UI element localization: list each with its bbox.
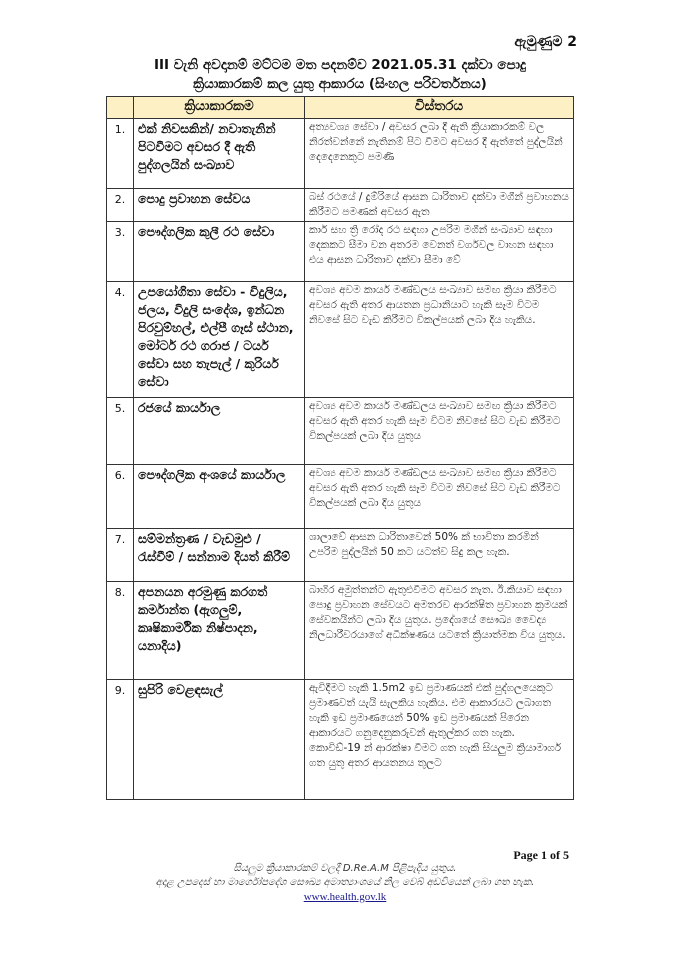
table-row [107,680,574,800]
footer [80,862,610,905]
table-row [107,222,574,282]
table-row [107,189,574,222]
row-detail: අවශ්‍ය අවම කාර්ය මණ්ඩලය සංඛ්‍යාව සමඟ ක්‍රියා කිරීමට අවසර ඇති අතර හැකි සෑම විටම නිවසේ සිට වැඩ කිරීමට විකල්පයක් ලබා දිය යුතුය [305,465,574,529]
row-detail: ඇවිදීමට හැකි 1.5m2 ඉඩ ප්‍රමාණයක් එක් පුද්ගලයෙකුට ප්‍රමාණවත් යැයි සැලකිය හැකිය. එම ආකාරයට ලබාගත හැකි ඉඩ ප්‍රමාණයෙන් 50% ඉඩ ප්‍රමාණයක් පිරෙන ආකාරයට ගනුදෙනුකරුවන් ඇතුල්කර ගත හැක. කොවිඩ්-19 න් ආරක්ෂා වීමට ගත හැකි සියලුම ක්‍රියාමාර්ග ගත යුතු අතර ආයතනය තුලට [305,680,574,800]
footer-line-2: අදාළ උපදෙස් හා මාර්ගෝපදේශ සෞඛ්‍ය අමාත්‍යාංශයේ නිල වෙබ් අඩවියෙන් ලබා ගත හැක. [155,877,535,888]
title-line-1: III වැනි අවදානම් මට්ටම මත පදනම්ව 2021.05.31 දක්වා පොදු [153,57,527,73]
column-header-activity: ක්‍රියාකාරකම [134,97,305,119]
row-number: 1. [107,119,134,189]
website-link[interactable]: www.health.gov.lk [303,891,387,903]
row-number: 7. [107,529,134,582]
title-line-2: ක්‍රියාකාරකම් කල යුතු ආකාරය (සිංහල පරිවර්තනය) [193,76,487,92]
row-activity: එක් නිවසකින්/ නවාතැනින් පිටවීමට අවසර දී ඇති පුද්ගලයින් සංඛ්‍යාව [134,119,305,189]
row-activity: පොදු ප්‍රවාහන සේවය [134,189,305,222]
footer-line-1: සියලුම ක්‍රියාකාරකම් වලදී D.Re.A.M පිළිපැදිය යුතුය. [233,863,457,874]
row-detail: අත්‍යවශ්‍ය සේවා / අවසර ලබා දී ඇති ක්‍රියාකාරකම් වල නිරත්වන්නේ නැතිනම් පිට වීමට අවසර දී ඇත්තේ පුද්ලයින් දෙදෙනෙකුට පමණි [305,119,574,189]
page-number: Page 1 of 5 [513,848,569,862]
row-number: 4. [107,282,134,398]
page-title [100,56,580,94]
row-number: 5. [107,398,134,465]
table-row [107,582,574,680]
activities-table [106,96,574,800]
row-number: 6. [107,465,134,529]
table-row [107,529,574,582]
row-detail: කාර් සහ ත්‍රි රෝද රථ සඳහා උපරිම මගීන් සංඛ්‍යාව සඳහා දෙකකට සීමා වන අතරම වෙනත් වර්ගවල වාහන සඳහා එය ආසන ධාරිතාව දක්වා සීමා වේ [305,222,574,282]
table-row [107,398,574,465]
table-row [107,465,574,529]
row-number: 8. [107,582,134,680]
row-activity: අපනයන අරමුණු කරගත් කර්මාන්ත (ඇගලුම්, කෘෂිකාර්මික නිෂ්පාදන, යනාදිය) [134,582,305,680]
row-activity: උපයෝගිතා සේවා - විදුලිය, ජලය, විදුලි සංදේශ, ඉන්ධන පිරවුම්හල්, එල්පී ගෑස් ස්ථාන, මෝටර් රථ ගරාජ / ටයර් සේවා සහ තැපැල් / කුරියර් සේවා [134,282,305,398]
row-detail: බස් රථයේ / දුම්රියේ ආසන ධාරිතාව දක්වා මගීන් ප්‍රවාහනය කිරීමට පමණක් අවසර ඇත [305,189,574,222]
row-activity: පෞද්ගලික කුලී රථ සේවා [134,222,305,282]
table-header-row [107,97,574,119]
row-activity: සම්මන්ත්‍රණ / වැඩමුළු / රැස්වීම් / සන්නාම දියත් කිරීම් [134,529,305,582]
row-number: 2. [107,189,134,222]
row-activity: රජයේ කාර්යාල [134,398,305,465]
row-detail: බාහිර අමුත්තන්ට ඇතුළුවීමට අවසර නැත. ඊ.කියාව සඳහා පොදු ප්‍රවාහන සේවයට අමතරව ආරක්ෂිත ප්‍රවාහන ක්‍රමයක් සේවකයින්ට ලබා දිය යුතුය. ප්‍රදේශයේ සෞඛ්‍ය වෛද්‍ය නිලධාරීවරයාගේ අධීක්ෂණය යටතේ ක්‍රියාත්මක විය යුතුය. [305,582,574,680]
row-detail: ශාලාවේ ආසන ධාරිතාවෙන් 50% ක් භාවිතා කරමින් උපරිම පුද්ලයින් 50 කට යටත්ව සිදු කල හැක. [305,529,574,582]
row-detail: අවශ්‍ය අවම කාර්ය මණ්ඩලය සංඛ්‍යාව සමඟ ක්‍රියා කිරීමට අවසර ඇති අතර ආයතන ප්‍රධානියාට හැකි සෑම විටම නිවසේ සිට වැඩ කිරීමට විකල්පයක් ලබා දිය හැකිය. [305,282,574,398]
table-row [107,282,574,398]
row-detail: අවශ්‍ය අවම කාර්ය මණ්ඩලය සංඛ්‍යාව සමඟ ක්‍රියා කිරීමට අවසර ඇති අතර හැකි සෑම විටම නිවසේ සිට වැඩ කිරීමට විකල්පයක් ලබා දිය යුතුය [305,398,574,465]
column-header-detail: විස්තරය [305,97,574,119]
row-number: 9. [107,680,134,800]
row-activity: සුපිරි වෙළඳසැල් [134,680,305,800]
table-row [107,119,574,189]
annex-label: ඇමුණුම 2 [514,34,577,50]
row-number: 3. [107,222,134,282]
row-activity: පෞද්ගලික අංශයේ කාර්යාල [134,465,305,529]
column-header-number [107,97,134,119]
